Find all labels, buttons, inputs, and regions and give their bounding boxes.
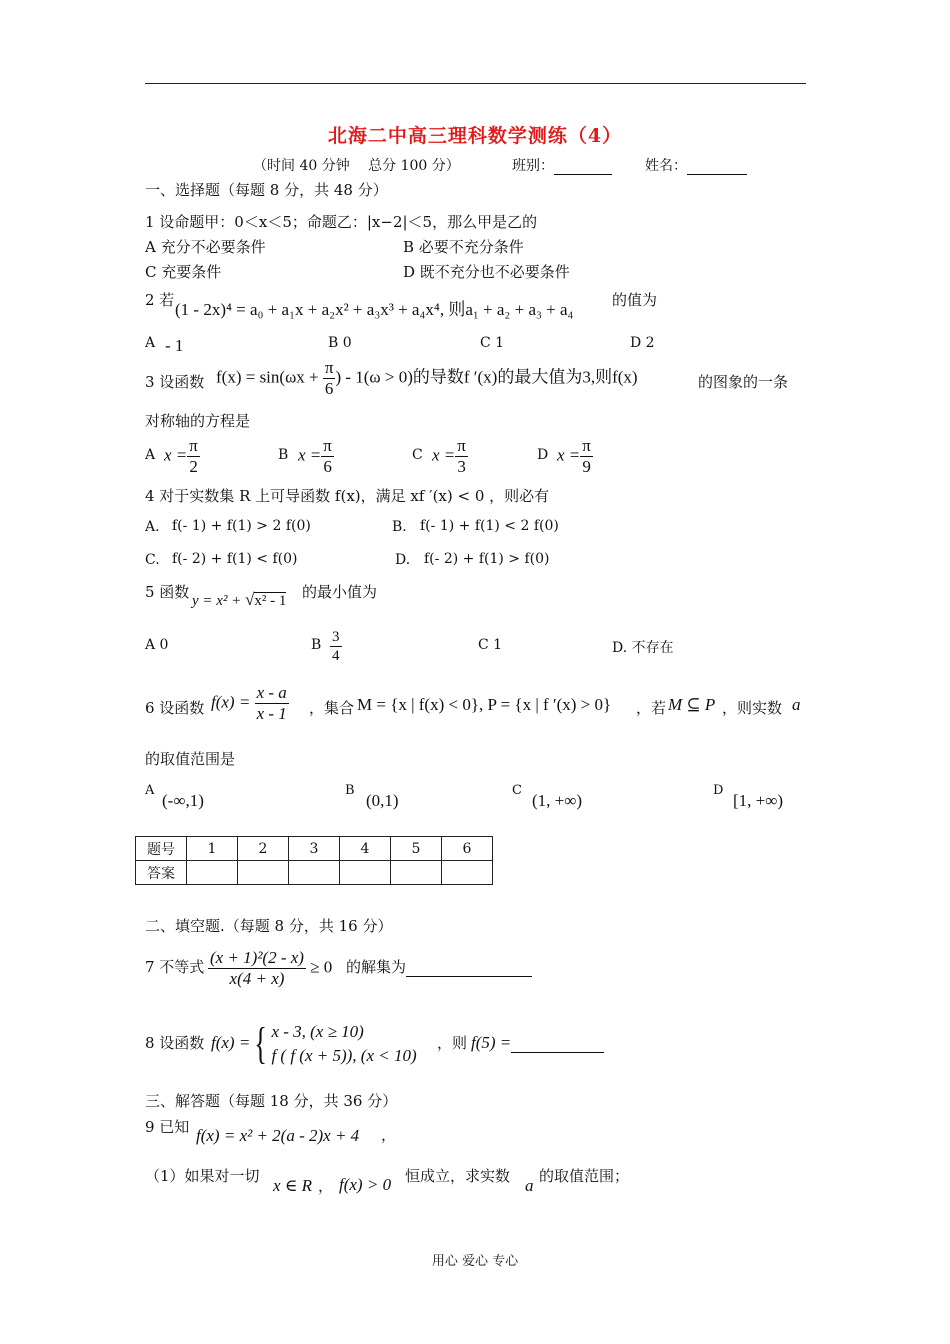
q6-option-b-label: B	[345, 783, 355, 798]
q5-prefix: 5 函数	[145, 583, 190, 601]
q1-stem: 1 设命题甲：0＜x＜5；命题乙：|x−2|＜5，那么甲是乙的	[145, 213, 538, 231]
q3-suffix: 的图象的一条	[698, 373, 789, 391]
q9-part1-sep: ，	[318, 1177, 334, 1195]
q3-option-d-label: D	[537, 447, 549, 463]
q7-answer-blank[interactable]	[406, 958, 532, 977]
q6-option-c-label: C	[512, 783, 522, 798]
q6-sets: M = {x | f(x) < 0}, P = {x | f ′(x) > 0}	[357, 695, 612, 714]
section-3-heading: 三、解答题（每题 18 分，共 36 分）	[145, 1092, 398, 1110]
answer-cell[interactable]	[340, 861, 391, 885]
answer-cell[interactable]	[442, 861, 493, 885]
q9-part1-suffix: 的取值范围；	[539, 1167, 630, 1185]
answer-table	[135, 836, 493, 885]
q3-option-c-label: C	[412, 447, 423, 463]
q5-option-b: $\frac{3}{4}$	[332, 629, 340, 664]
q2-expression: (1 - 2x)⁴ = a₀ + a₁x + a₂x² + a₃x³ + a₄x⁴, 则a₁ + a₂ + a₃ + a₄	[175, 300, 574, 319]
q6-condition: M ⊆ P	[668, 695, 716, 714]
q2-option-c: C 1	[480, 335, 505, 351]
q4-option-c-label: C.	[145, 552, 160, 568]
q1-option-c: C 充要条件	[145, 263, 222, 281]
q3-option-b-label: B	[278, 447, 289, 463]
q8-prefix: 8 设函数	[145, 1034, 205, 1052]
q8-piecewise: f(x) ={ x - 3, (x ≥ 10) f ( f (x + 5)), (x < 10)	[211, 1019, 417, 1068]
q6-option-c: (1, +∞)	[532, 791, 583, 810]
page-title: 北海二中高三理科数学测练（4）	[327, 125, 623, 147]
q2-tail: 的值为	[612, 291, 658, 309]
name-field[interactable]	[645, 155, 747, 175]
q6-var: a	[792, 695, 801, 714]
q6-function: f(x) = $\frac{x - a}{x - 1}$	[211, 683, 287, 723]
q7-suffix: 的解集为	[346, 956, 532, 977]
q4-option-d: f(- 2) + f(1) > f(0)	[424, 551, 550, 567]
q5-option-a: A 0	[145, 637, 169, 653]
table-row	[136, 837, 493, 861]
q1-option-a: A 充分不必要条件	[145, 238, 266, 256]
table-header-cell: 2	[238, 837, 289, 861]
answer-row-label: 答案	[136, 861, 187, 885]
q3-option-a: x = $\frac{\pi}{2}$	[164, 436, 198, 476]
q6-option-d-label: D	[713, 783, 724, 798]
q7-prefix: 7 不等式	[145, 958, 205, 976]
q5-expression: y = x² + √x² - 1	[192, 590, 287, 609]
table-row	[136, 861, 493, 885]
answer-cell[interactable]	[238, 861, 289, 885]
q9-part1-cond2: f(x) > 0	[339, 1175, 392, 1194]
q6-suffix: ，则实数	[722, 699, 783, 717]
q3-option-a-label: A	[145, 447, 156, 463]
q4-stem: 4 对于实数集 R 上可导函数 f(x)，满足 xf ′(x) < 0 ，则必有	[145, 487, 550, 505]
q6-prefix: 6 设函数	[145, 699, 205, 717]
q8-answer-blank[interactable]	[511, 1032, 604, 1053]
table-header-cell: 1	[187, 837, 238, 861]
q9-part1-cond1: x ∈ R	[273, 1176, 313, 1195]
q3-option-d: x = $\frac{\pi}{9}$	[557, 436, 591, 476]
name-blank[interactable]	[687, 158, 747, 175]
answer-cell[interactable]	[187, 861, 238, 885]
section-1-heading: 一、选择题（每题 8 分，共 48 分）	[145, 181, 388, 199]
q6-mid2: ，若	[636, 699, 667, 717]
q3-line2: 对称轴的方程是	[145, 412, 251, 430]
top-rule	[145, 83, 806, 84]
q9-part1-var: a	[525, 1176, 534, 1195]
q4-option-a-label: A.	[145, 519, 160, 535]
q6-option-a-label: A	[145, 783, 155, 798]
table-header-cell: 6	[442, 837, 493, 861]
section-2-heading: 二、填空题.（每题 8 分，共 16 分）	[145, 917, 393, 935]
q1-option-b: B 必要不充分条件	[403, 238, 524, 256]
table-header-cell: 4	[340, 837, 391, 861]
q9-part1-prefix: （1）如果对一切	[145, 1167, 260, 1185]
name-label: 姓名：	[645, 158, 687, 174]
q1-option-d: D 既不充分也不必要条件	[403, 263, 570, 281]
q3-option-b: x = $\frac{\pi}{6}$	[298, 436, 332, 476]
class-field[interactable]	[512, 155, 612, 175]
q4-option-c: f(- 2) + f(1) < f(0)	[172, 551, 298, 567]
q5-suffix: 的最小值为	[302, 583, 378, 601]
q6-mid: ，集合	[309, 699, 355, 717]
q4-option-b: f(- 1) + f(1) < 2 f(0)	[420, 518, 559, 534]
q5-option-b-label: B	[311, 637, 322, 653]
q3-prefix: 3 设函数	[145, 373, 205, 391]
q4-option-d-label: D.	[395, 552, 411, 568]
q3-option-c: x = $\frac{\pi}{3}$	[432, 436, 466, 476]
q9-comma: ，	[381, 1126, 397, 1144]
class-blank[interactable]	[554, 158, 612, 175]
q2-option-d: D 2	[630, 335, 655, 351]
table-header-cell: 3	[289, 837, 340, 861]
q4-option-a: f(- 1) + f(1) > 2 f(0)	[172, 518, 311, 534]
q9-function: f(x) = x² + 2(a - 2)x + 4	[196, 1126, 360, 1145]
q3-expression: f(x) = sin(ωx + $\frac{\pi}{6}$ ) - 1(ω > 0)的导数f ′(x)的最大值为3,则f(x)	[216, 358, 638, 398]
answer-cell[interactable]	[391, 861, 442, 885]
table-header-cell: 5	[391, 837, 442, 861]
table-header-cell: 题号	[136, 837, 187, 861]
q6-option-d: [1, +∞)	[733, 791, 784, 810]
q6-line2: 的取值范围是	[145, 750, 236, 768]
q8-mid: ，则	[437, 1034, 468, 1052]
q2-option-a-value: - 1	[165, 336, 184, 355]
q8-ask: f(5) =	[471, 1032, 604, 1053]
q5-option-c: C 1	[478, 637, 503, 653]
class-label: 班别：	[512, 158, 554, 174]
q5-option-d: D. 不存在	[612, 640, 674, 656]
q3-pi-over-6: $\frac{\pi}{6}$	[324, 358, 334, 398]
answer-cell[interactable]	[289, 861, 340, 885]
q7-inequality: $\frac{\text{(x + 1)²(2 - x)}}{x(4 + x)}$ ≥ 0	[210, 948, 333, 988]
page-footer: 用心 爱心 专心	[431, 1254, 519, 1269]
q6-option-a: (-∞,1)	[162, 791, 204, 810]
q2-option-a-label: A	[145, 335, 156, 351]
q9-part1-mid: 恒成立，求实数	[405, 1167, 511, 1185]
q6-option-b: (0,1)	[366, 791, 399, 810]
q2-option-b: B 0	[328, 335, 352, 351]
q9-prefix: 9 已知	[145, 1118, 190, 1136]
q4-option-b-label: B.	[392, 519, 407, 535]
time-score-info: （时间 40 分钟 总分 100 分）	[253, 158, 460, 174]
q2-number: 2 若	[145, 291, 175, 309]
